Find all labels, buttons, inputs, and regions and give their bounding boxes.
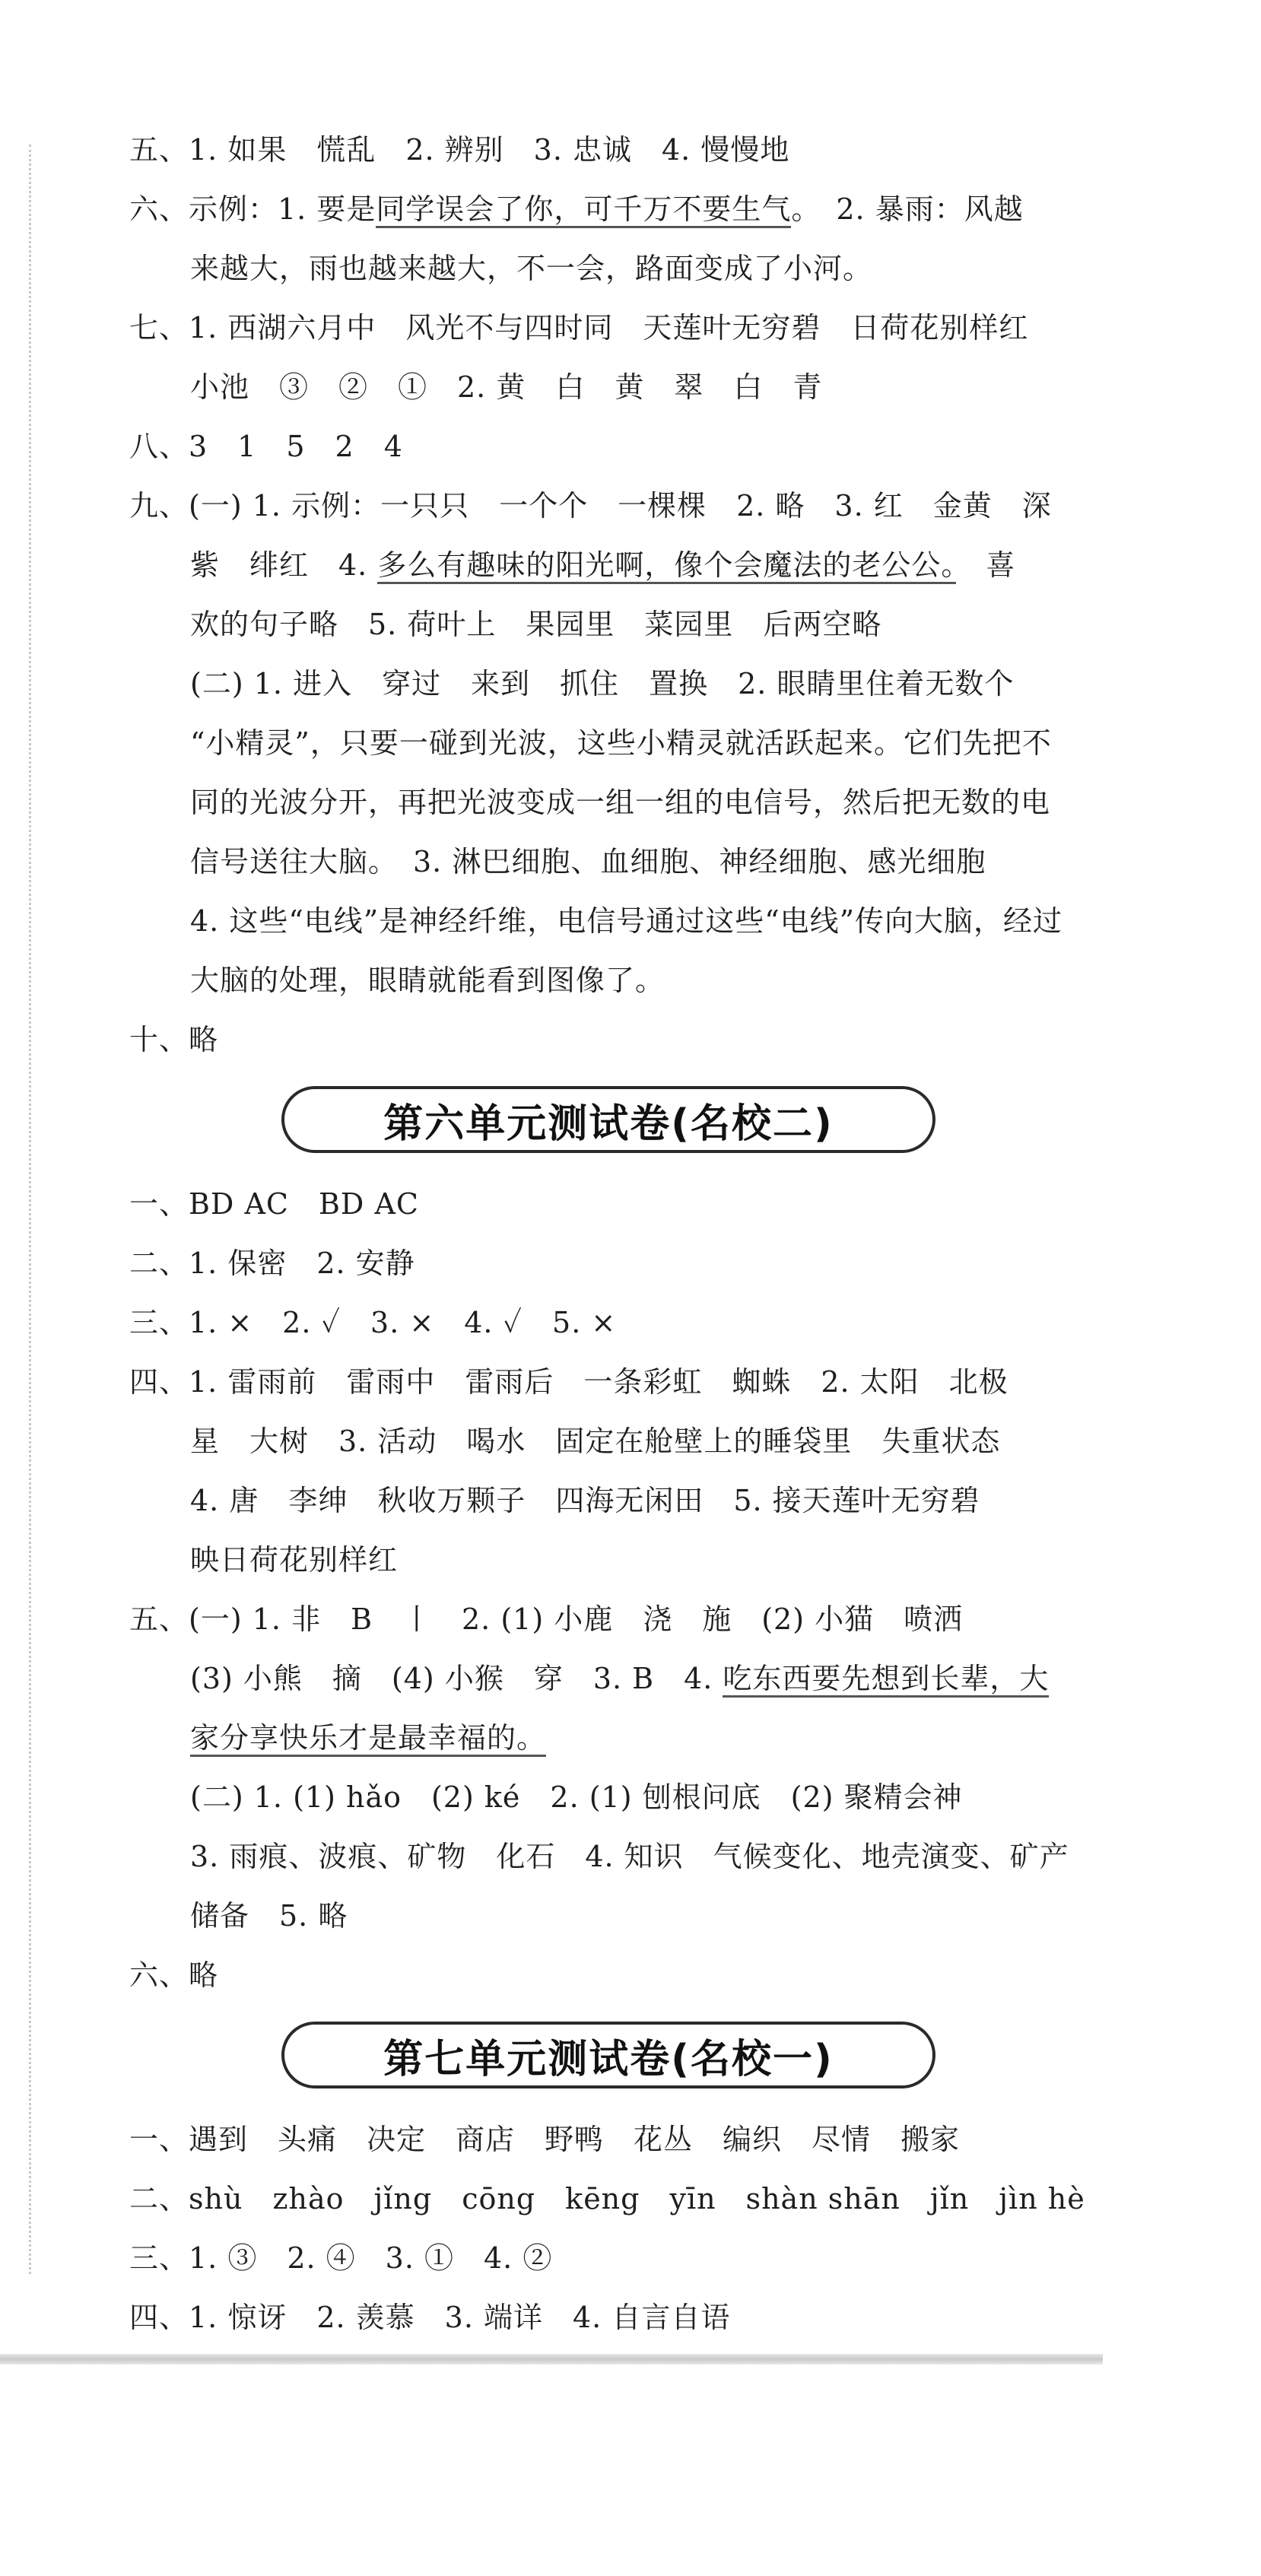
- answer-line: [129, 595, 1118, 654]
- answer-text: 喜: [956, 548, 1016, 582]
- answer-line: [129, 654, 1118, 713]
- answer-text: 六、示例：1. 要是: [129, 192, 376, 226]
- answer-line: [129, 1708, 1118, 1768]
- answer-line: [129, 1471, 1118, 1530]
- answer-text: 大脑的处理，眼睛就能看到图像了。: [190, 964, 665, 997]
- answer-text: 五、(一) 1. 非 B 丨 2. (1) 小鹿 浇 施 (2) 小猫 喷洒: [129, 1602, 964, 1636]
- answer-text: 储备 5. 略: [190, 1899, 348, 1933]
- margin-dotted-rule: [29, 145, 31, 2274]
- answer-text: 七、1. 西湖六月中 风光不与四时同 天莲叶无穷碧 日荷花别样红: [129, 311, 1029, 345]
- answer-text: 九、(一) 1. 示例：一只只 一个个 一棵棵 2. 略 3. 红 金黄 深: [129, 489, 1052, 523]
- answer-sheet: [129, 120, 1118, 2347]
- answer-line: [129, 298, 1118, 357]
- answer-line: [129, 1530, 1118, 1590]
- answer-text: 来越大，雨也越来越大，不一会，路面变成了小河。: [190, 252, 873, 285]
- answer-text: 四、1. 雷雨前 雷雨中 雷雨后 一条彩虹 蜘蛛 2. 太阳 北极: [129, 1365, 1008, 1399]
- answer-line: [129, 713, 1118, 773]
- answer-text: (二) 1. (1) hǎo (2) ké 2. (1) 刨根问底 (2) 聚精会神: [190, 1780, 963, 1814]
- answer-text: 二、1. 保密 2. 安静: [129, 1247, 415, 1280]
- answer-text: 三、1. ③ 2. ④ 3. ① 4. ②: [129, 2241, 553, 2275]
- underlined-answer: 多么有趣味的阳光啊，像个会魔法的老公公。: [377, 548, 956, 584]
- underlined-answer: 吃东西要先想到长辈，大: [723, 1662, 1049, 1698]
- answer-line: [129, 476, 1118, 535]
- answer-line: [129, 535, 1118, 595]
- section-title-wrap: [129, 2005, 1118, 2110]
- answer-text: 星 大树 3. 活动 喝水 固定在舱壁上的睡袋里 失重状态: [190, 1425, 1001, 1458]
- answer-line: [129, 2288, 1118, 2347]
- section-title-unit6: 第六单元测试卷(名校二): [281, 1086, 935, 1153]
- answer-text: 4. 这些“电线”是神经纤维，电信号通过这些“电线”传向大脑，经过: [190, 904, 1063, 938]
- answer-line: [129, 1412, 1118, 1471]
- answer-line: [129, 832, 1118, 891]
- answer-line: [129, 2110, 1118, 2169]
- answer-text: 紫 绯红 4.: [190, 548, 378, 582]
- answer-text: 一、BD AC BD AC: [129, 1187, 419, 1221]
- underlined-answer: 家分享快乐才是最幸福的。: [190, 1721, 546, 1757]
- answer-text: 八、3 1 5 2 4: [129, 430, 403, 463]
- answer-line: [129, 951, 1118, 1010]
- answer-text: 四、1. 惊讶 2. 羡慕 3. 端详 4. 自言自语: [129, 2301, 731, 2334]
- answer-line: [129, 773, 1118, 832]
- answer-line: [129, 1945, 1118, 2005]
- answer-line: [129, 239, 1118, 298]
- answer-text: (二) 1. 进入 穿过 来到 抓住 置换 2. 眼睛里住着无数个: [190, 667, 1015, 700]
- answer-line: [129, 1649, 1118, 1708]
- answer-text: 。 2. 暴雨：风越: [791, 192, 1024, 226]
- answer-text: 二、shù zhào jǐng cōng kēng yīn shàn shān jǐn jìn hè: [129, 2182, 1085, 2215]
- answer-line: [129, 1590, 1118, 1649]
- answer-line: [129, 357, 1118, 417]
- answer-text: 三、1. × 2. ✓ 3. × 4. ✓ 5. ×: [129, 1306, 617, 1339]
- answer-text: 信号送往大脑。 3. 淋巴细胞、血细胞、神经细胞、感光细胞: [190, 845, 986, 878]
- answer-line: [129, 179, 1118, 239]
- answer-line: [129, 2228, 1118, 2288]
- section-title-unit7: 第七单元测试卷(名校一): [281, 2022, 935, 2088]
- answer-line: [129, 1886, 1118, 1945]
- answer-line: [129, 891, 1118, 951]
- underlined-answer: 同学误会了你，可千万不要生气: [376, 192, 791, 228]
- answer-text: 4. 唐 李绅 秋收万颗子 四海无闲田 5. 接天莲叶无穷碧: [190, 1484, 980, 1517]
- answer-line: [129, 120, 1118, 179]
- answer-line: [129, 1768, 1118, 1827]
- section-title-wrap: [129, 1069, 1118, 1174]
- answer-text: 六、略: [129, 1958, 219, 1992]
- answer-text: 映日荷花别样红: [190, 1543, 399, 1577]
- answer-line: [129, 1293, 1118, 1352]
- answer-text: 十、略: [129, 1023, 219, 1056]
- answer-text: (3) 小熊 摘 (4) 小猴 穿 3. B 4.: [190, 1662, 723, 1695]
- page-bottom-edge: [0, 2354, 1103, 2365]
- answer-text: “小精灵”，只要一碰到光波，这些小精灵就活跃起来。它们先把不: [190, 726, 1052, 760]
- answer-line: [129, 1352, 1118, 1412]
- answer-text: 同的光波分开，再把光波变成一组一组的电信号，然后把无数的电: [190, 786, 1051, 819]
- answer-line: [129, 1010, 1118, 1069]
- answer-text: 一、遇到 头痛 决定 商店 野鸭 花丛 编织 尽情 搬家: [129, 2123, 961, 2156]
- answer-text: 五、1. 如果 慌乱 2. 辨别 3. 忠诚 4. 慢慢地: [129, 133, 790, 167]
- answer-text: 欢的句子略 5. 荷叶上 果园里 菜园里 后两空略: [190, 608, 882, 641]
- answer-line: [129, 1234, 1118, 1293]
- answer-line: [129, 2169, 1118, 2228]
- answer-text: 3. 雨痕、波痕、矿物 化石 4. 知识 气候变化、地壳演变、矿产: [190, 1840, 1069, 1873]
- answer-line: [129, 417, 1118, 476]
- answer-line: [129, 1827, 1118, 1886]
- answer-line: [129, 1174, 1118, 1234]
- answer-text: 小池 ③ ② ① 2. 黄 白 黄 翠 白 青: [190, 370, 823, 404]
